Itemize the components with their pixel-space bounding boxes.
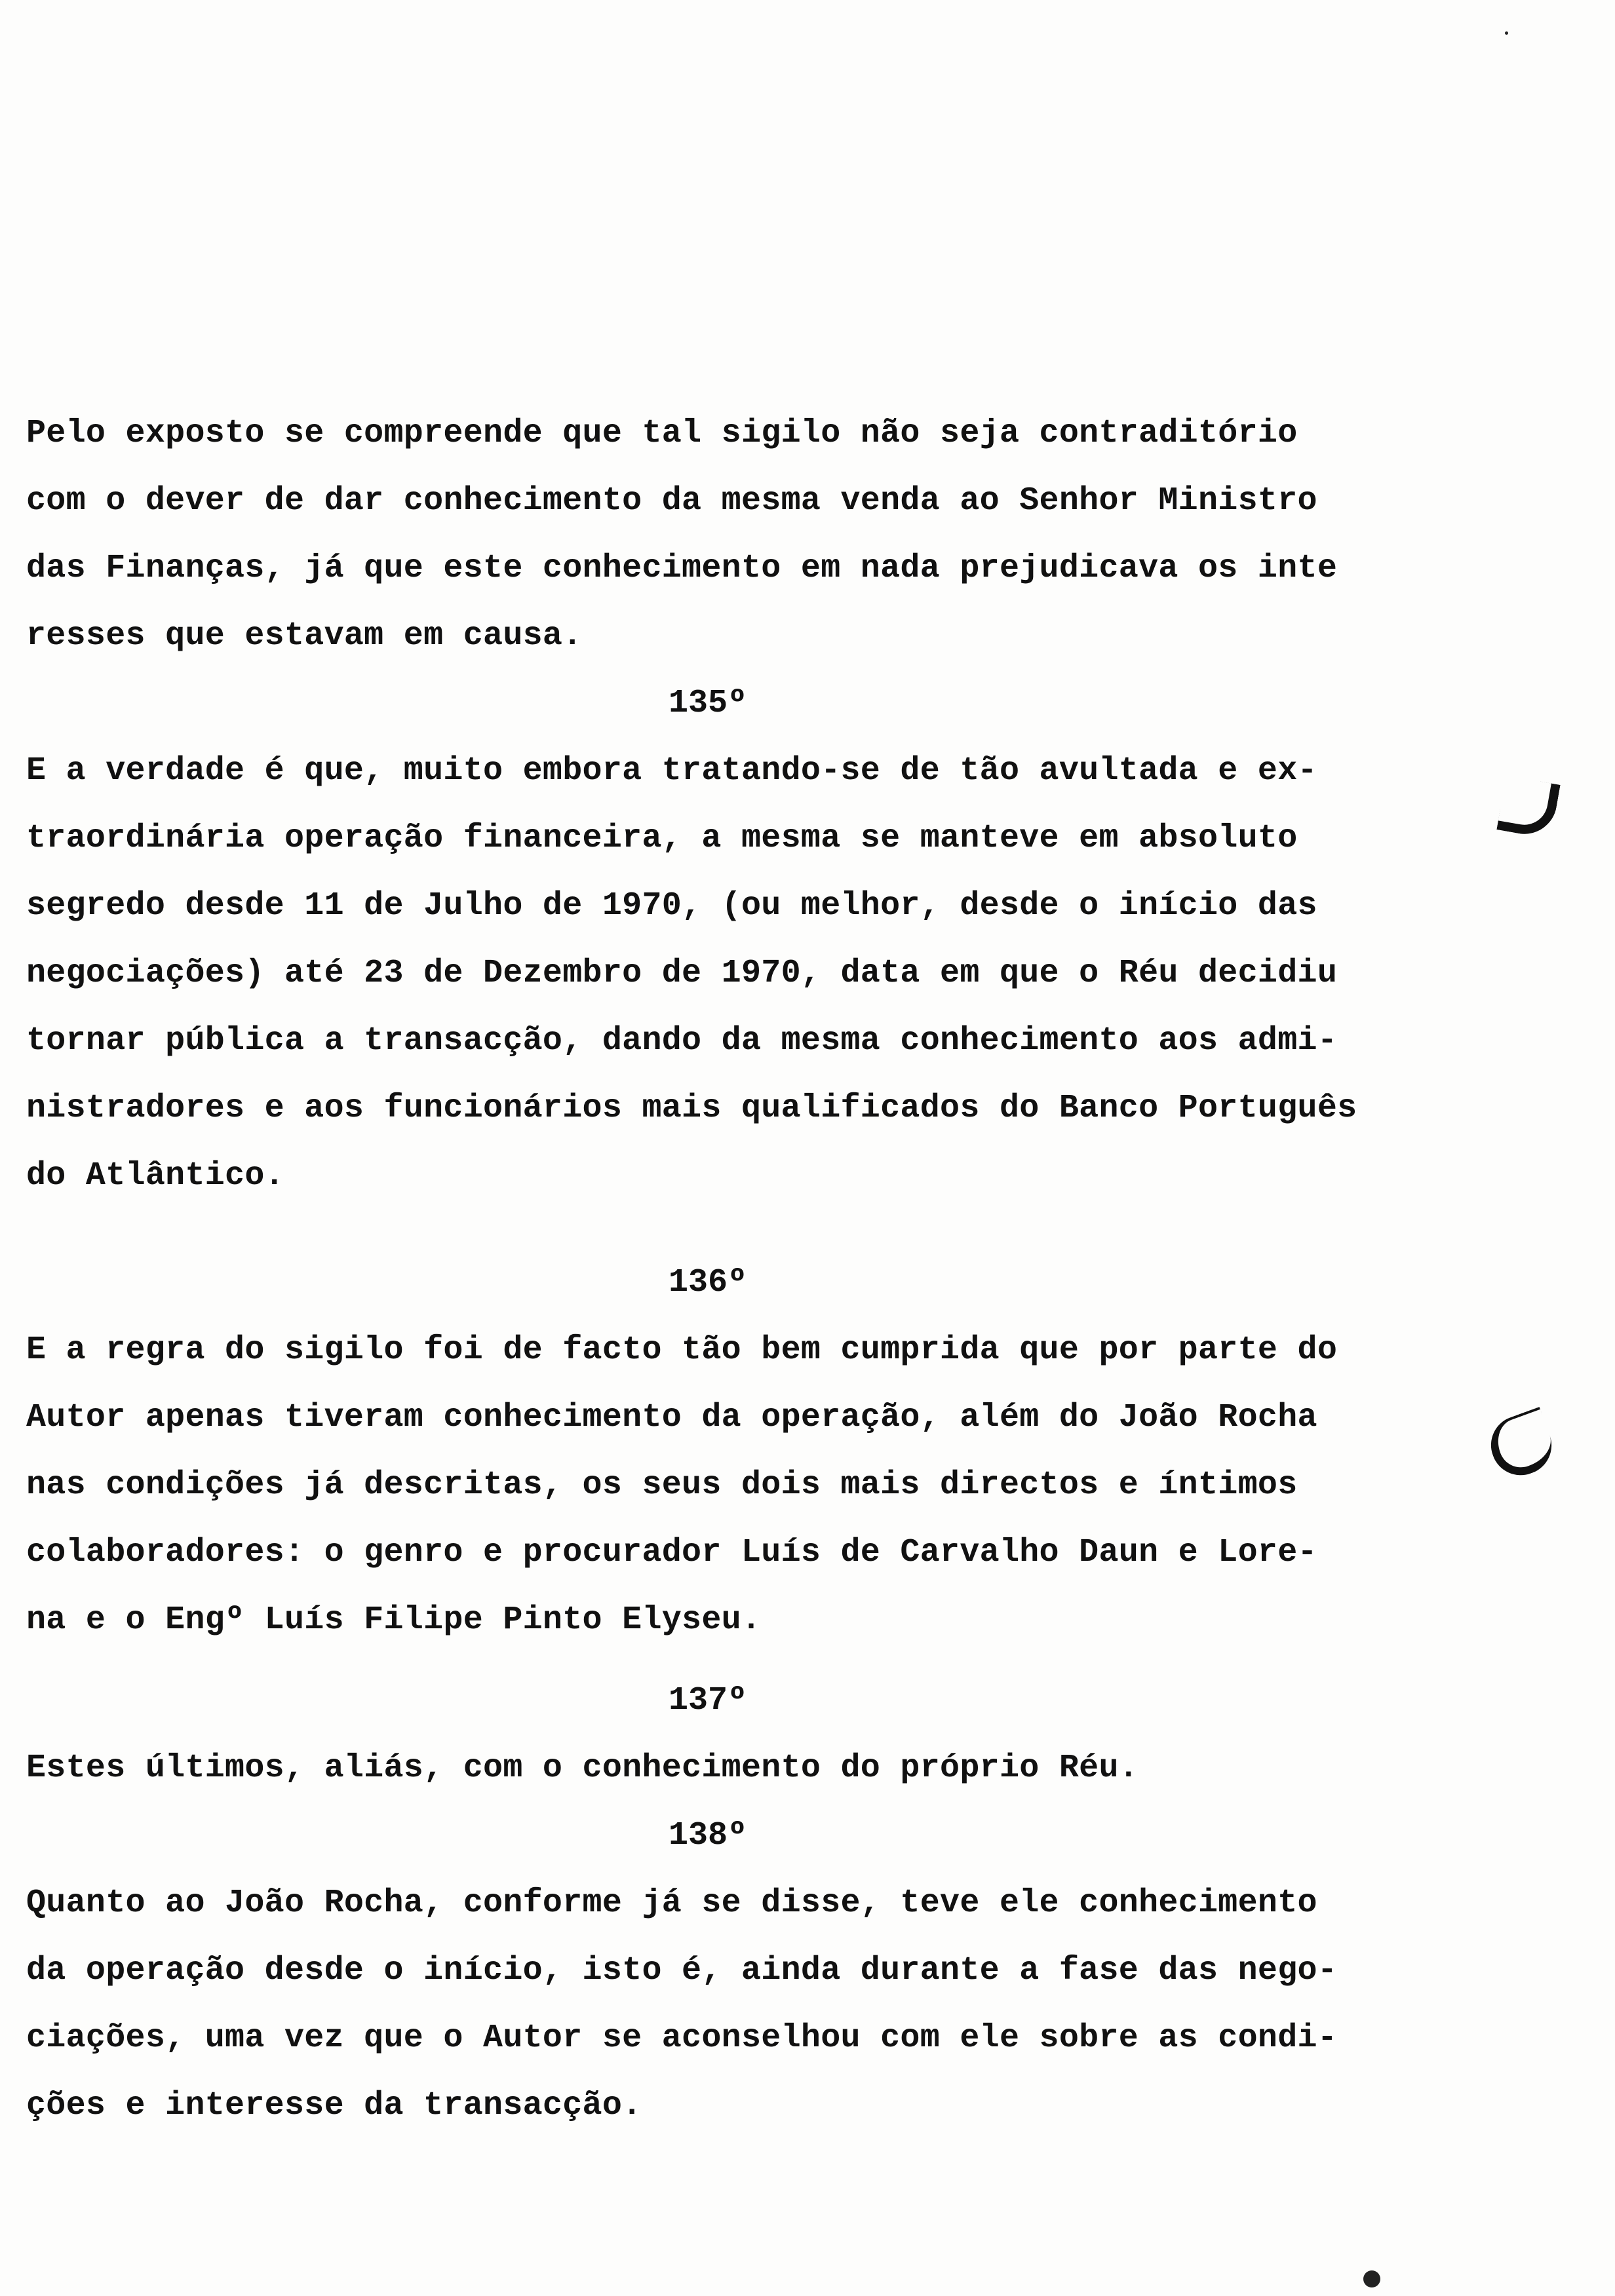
ink-speck: [1505, 31, 1508, 35]
article-number-137: 137º: [668, 1682, 748, 1719]
text-line: ciações, uma vez que o Autor se aconselhou com ele sobre as condi-: [26, 2019, 1338, 2057]
text-line: nistradores e aos funcionários mais qualificados do Banco Português: [26, 1090, 1357, 1127]
text-line: na e o Engº Luís Filipe Pinto Elyseu.: [26, 1601, 762, 1639]
text-line: das Finanças, já que este conhecimento em nada prejudicava os inte: [26, 550, 1338, 587]
paragraph-136: [26, 1316, 1390, 1654]
text-line: nas condições já descritas, os seus dois mais directos e íntimos: [26, 1466, 1298, 1504]
text-line: do Atlântico.: [26, 1157, 284, 1195]
ink-speck: [1363, 2270, 1380, 2287]
document-body: [26, 400, 1390, 2139]
text-line: E a verdade é que, muito embora tratando-se de tão avultada e ex-: [26, 752, 1317, 790]
article-number-138: 138º: [668, 1817, 748, 1854]
text-line: com o dever de dar conhecimento da mesma venda ao Senhor Ministro: [26, 482, 1317, 520]
text-line: tornar pública a transacção, dando da mesma conhecimento aos admi-: [26, 1022, 1338, 1060]
text-line: Autor apenas tiveram conhecimento da operação, além do João Rocha: [26, 1399, 1317, 1436]
text-line: Estes últimos, aliás, com o conhecimento do próprio Réu.: [26, 1750, 1139, 1787]
text-line: negociações) até 23 de Dezembro de 1970, data em que o Réu decidiu: [26, 955, 1338, 992]
text-line: ções e interesse da transacção.: [26, 2087, 642, 2124]
text-line: resses que estavam em causa.: [26, 617, 583, 655]
paragraph-137: [26, 1734, 1390, 1802]
punch-hole-mark: [1496, 775, 1560, 839]
text-line: colaboradores: o genro e procurador Luís de Carvalho Daun e Lore-: [26, 1534, 1317, 1571]
paragraph-intro: [26, 400, 1390, 670]
text-line: Quanto ao João Rocha, conforme já se disse, teve ele conhecimento: [26, 1885, 1317, 1922]
paragraph-135: [26, 737, 1390, 1210]
punch-hole-mark: [1483, 1407, 1560, 1483]
text-line: traordinária operação financeira, a mesma se manteve em absoluto: [26, 820, 1298, 857]
text-line: E a regra do sigilo foi de facto tão bem cumprida que por parte do: [26, 1331, 1338, 1369]
text-line: segredo desde 11 de Julho de 1970, (ou melhor, desde o início das: [26, 887, 1317, 925]
paragraph-138: [26, 1869, 1390, 2139]
spacer: [26, 1654, 1390, 1667]
article-number-136: 136º: [668, 1264, 748, 1301]
text-line: Pelo exposto se compreende que tal sigilo não seja contraditório: [26, 415, 1298, 452]
article-number-135: 135º: [668, 685, 748, 722]
spacer: [26, 1210, 1390, 1249]
text-line: da operação desde o início, isto é, ainda durante a fase das nego-: [26, 1952, 1338, 1989]
